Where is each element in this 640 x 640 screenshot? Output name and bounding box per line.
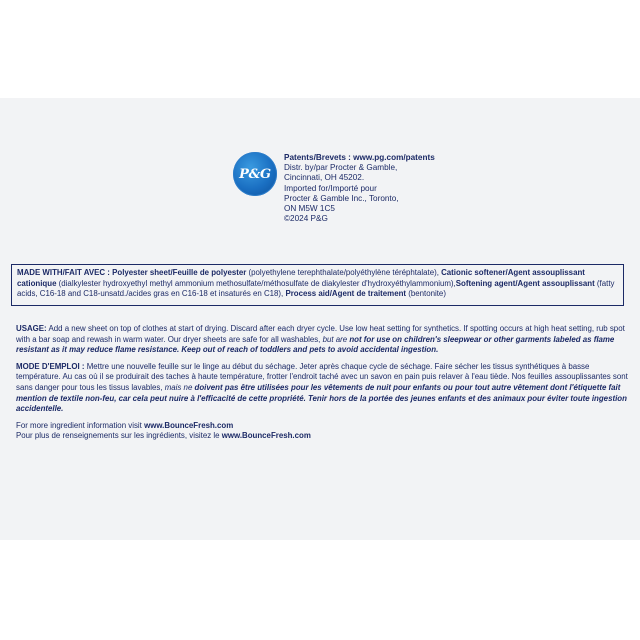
aid-detail: (bentonite) xyxy=(406,289,446,299)
mode-text: Mettre une nouvelle feuille sur le linge au début du séchage. Jeter après chaque cycle de séchage. Faire sécher les tissus synthétiques à basse température. Au cas où il se produirait des taches à haute température, frotter l'endroit taché avec un savon en pain puis relaver à l'eau tiède. Nos feuilles assouplissantes sont sans danger pour tous les tissus lavables, xyxy=(16,361,628,392)
distributor-line: Cincinnati, OH 45202. xyxy=(284,173,365,183)
sheet-label: Polyester sheet/Feuille de polyester xyxy=(112,268,247,277)
more-info-en xyxy=(16,421,628,432)
ingredients-box xyxy=(11,264,624,306)
distributor-line: Distr. by/par Procter & Gamble, xyxy=(284,163,398,173)
usage-paragraph xyxy=(16,324,628,356)
mode-mais-ne: mais ne xyxy=(164,382,195,392)
mode-warning: doivent pas être utilisées pour les vêtements de nuit pour enfants ou pour tout autre vêtement dont l'étiquette fait mention de textile non-feu, car cela peut nuire à l'efficacité de cette propriété. Tenir hors de la portée des jeunes enfants et des animaux pour éviter toute ingestion accidentelle. xyxy=(16,382,627,414)
pg-logo-text: P&G xyxy=(239,166,271,182)
sheet-detail: (polyethylene terephthalate/polyéthylène téréphtalate), xyxy=(246,268,442,277)
softener-label: Cationic softener/Agent assouplissant cationique xyxy=(17,268,585,288)
distributor-line: Imported for/Importé pour xyxy=(284,183,377,193)
usage-section xyxy=(16,324,628,442)
ingredients-label: MADE WITH/FAIT AVEC : xyxy=(17,268,113,277)
more-info-en-text: For more ingredient information visit xyxy=(16,420,145,430)
mode-label: MODE D'EMPLOI : xyxy=(16,361,85,371)
more-info-fr-text: Pour plus de renseignements sur les ingrédients, visitez le xyxy=(16,431,222,441)
distributor-line: Procter & Gamble Inc., Toronto, xyxy=(284,193,399,203)
agent-detail: (fatty acids, C16-18 and C18-unsatd./acides gras en C16-18 et insaturés en C18), xyxy=(17,278,615,299)
copyright-line: ©2024 P&G xyxy=(284,214,328,224)
patents-line: Patents/Brevets : www.pg.com/patents xyxy=(284,153,435,162)
usage-warning: not for use on children's sleepwear or other garments labeled as flame resistant as it may reduce flame resistance. Keep out of reach of toddlers and pets to avoid accidental ingestion. xyxy=(16,334,615,355)
softener-detail: (dialkylester hydroxyethyl methyl ammonium methosulfate/méthosulfate de diakylester d'hydroxyéthylammonium), xyxy=(56,278,456,288)
more-info-fr-url: www.BounceFresh.com xyxy=(221,431,311,441)
aid-label: Process aid/Agent de traitement xyxy=(285,289,407,299)
agent-label: Softening agent/Agent assouplissant xyxy=(455,278,595,288)
usage-text: Add a new sheet on top of clothes at start of drying. Discard after each dryer cycle. Use low heat setting for synthetics. If spotting occurs at high heat setting, rub spot with a bar soap and rewash in warm water. Our dryer sheets are safe for all washables, xyxy=(16,324,625,344)
distributor-line: ON M5W 1C5 xyxy=(284,204,335,214)
more-info-fr xyxy=(16,431,628,442)
usage-label: USAGE: xyxy=(16,324,47,333)
more-info-en-url: www.BounceFresh.com xyxy=(144,420,234,430)
mode-paragraph xyxy=(16,362,628,415)
usage-but-are: but are xyxy=(322,334,350,344)
pg-logo xyxy=(233,152,277,196)
distributor-info xyxy=(284,153,474,224)
more-info xyxy=(16,421,628,442)
